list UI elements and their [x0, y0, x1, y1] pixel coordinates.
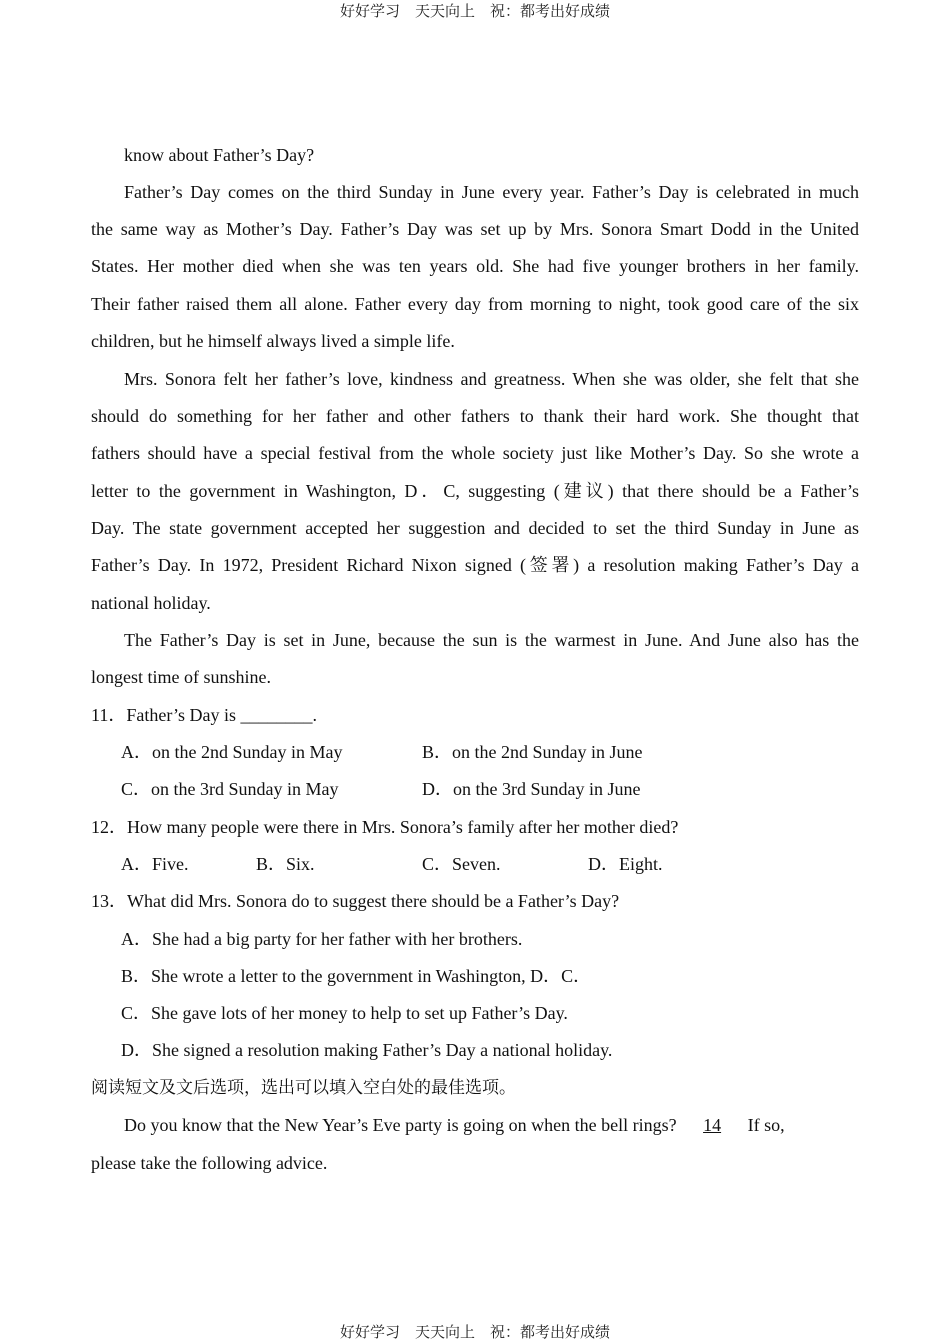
page-header: 好好学习 天天向上 祝：都考出好成绩 — [339, 2, 610, 20]
question-13-option-c[interactable]: C．She gave lots of her money to help to set up Father’s Day. — [121, 1003, 568, 1023]
question-13-option-d[interactable]: D．She signed a resolution making Father’s Day a national holiday. — [121, 1040, 613, 1060]
question-12-option-a[interactable]: A．Five. — [121, 854, 189, 874]
passage-line: know about Father’s Day? — [124, 145, 315, 165]
question-12-option-b[interactable]: B．Six. — [256, 854, 315, 874]
passage-line: children, but he himself always lived a simple life. — [91, 331, 455, 351]
question-12-option-d[interactable]: D．Eight. — [588, 854, 663, 874]
blank-14[interactable]: 14 — [703, 1115, 722, 1135]
question-11-option-c[interactable]: C．on the 3rd Sunday in May — [121, 779, 339, 799]
passage-line: the same way as Mother’s Day. Father’s Day was set up by Mrs. Sonora Smart Dodd in the United — [91, 219, 859, 239]
section-instruction: 阅读短文及文后选项，选出可以填入空白处的最佳选项。 — [91, 1078, 516, 1098]
page-footer: 好好学习 天天向上 祝：都考出好成绩 — [339, 1323, 610, 1341]
question-11-stem: 11．Father’s Day is ________. — [91, 705, 317, 725]
question-11-option-b[interactable]: B．on the 2nd Sunday in June — [422, 742, 643, 762]
passage-line: please take the following advice. — [91, 1153, 328, 1173]
question-11-option-d[interactable]: D．on the 3rd Sunday in June — [422, 779, 641, 799]
passage-line: The Father’s Day is set in June, because the sun is the warmest in June. And June also has the — [124, 630, 859, 650]
passage-line: letter to the government in Washington, D．C, suggesting (建议) that there should be a Father’s — [91, 481, 859, 501]
passage-text: If so, — [747, 1115, 785, 1135]
question-12-stem: 12．How many people were there in Mrs. Sonora’s family after her mother died? — [91, 817, 679, 837]
passage-line: Their father raised them all alone. Father every day from morning to night, took good care of the six — [91, 294, 859, 314]
question-13-stem: 13．What did Mrs. Sonora do to suggest there should be a Father’s Day? — [91, 891, 620, 911]
question-13-option-b[interactable]: B．She wrote a letter to the government in Washington, D．C． — [121, 966, 592, 986]
question-12-option-c[interactable]: C．Seven. — [422, 854, 501, 874]
passage-text: Do you know that the New Year’s Eve party is going on when the bell rings? — [124, 1115, 677, 1135]
passage-line — [124, 1114, 785, 1136]
passage-line: States. Her mother died when she was ten years old. She had five younger brothers in her family. — [91, 256, 859, 276]
passage-line: Day. The state government accepted her suggestion and decided to set the third Sunday in June as — [91, 518, 859, 538]
question-13-option-a[interactable]: A．She had a big party for her father with her brothers. — [121, 929, 523, 949]
passage-line: Mrs. Sonora felt her father’s love, kindness and greatness. When she was older, she felt that she — [124, 369, 859, 389]
passage-line: Father’s Day. In 1972, President Richard Nixon signed (签署) a resolution making Father’s Day a — [91, 555, 859, 575]
passage-line: fathers should have a special festival from the whole society just like Mother’s Day. So she wrote a — [91, 443, 859, 463]
passage-line: longest time of sunshine. — [91, 667, 271, 687]
passage-line: national holiday. — [91, 593, 211, 613]
passage-line: Father’s Day comes on the third Sunday in June every year. Father’s Day is celebrated in much — [124, 182, 859, 202]
passage-line: should do something for her father and other fathers to thank their hard work. She thought that — [91, 406, 859, 426]
question-11-option-a[interactable]: A．on the 2nd Sunday in May — [121, 742, 343, 762]
